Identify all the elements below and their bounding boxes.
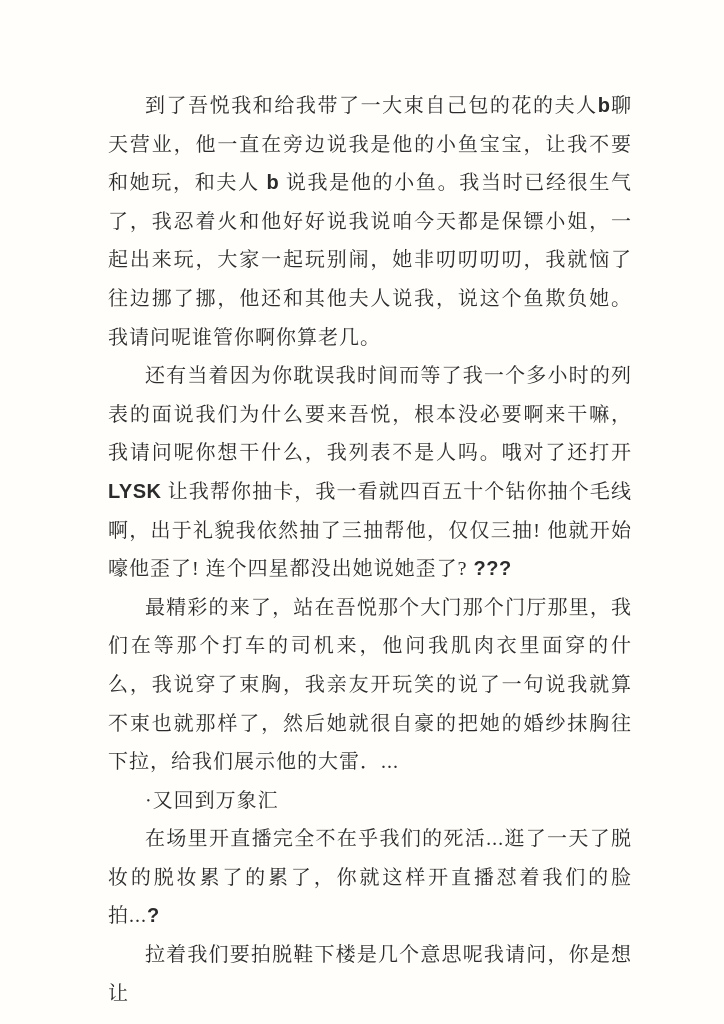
paragraph: [108, 357, 632, 589]
text-run: 拉着我们要拍脱鞋下楼是几个意思呢我请问，你是想让: [108, 944, 632, 1005]
latin-text-run: b: [597, 95, 611, 117]
text-run: 聊天营业，他一直在旁边说我是他的小鱼宝宝，让我不要和她玩，和夫人: [108, 95, 633, 195]
text-run: 还有当着因为你耽误我时间而等了我一个多小时的列表的面说我们为什么要来吾悦，根本没必要啊来干嘛，我请问呢你想干什么，我列表不是人吗。哦对了还打开: [108, 365, 632, 465]
paragraph: [108, 87, 632, 357]
latin-text-run: ???: [473, 558, 512, 581]
text-run: 让我帮你抽卡，我一看就四百五十个钻你抽个毛线啊，出于礼貌我依然抽了三抽帮他，仅仅三抽! 他就开始嚎他歪了! 连个四星都没出她说她歪了?: [108, 480, 632, 581]
text-run: 说我是他的小鱼。我当时已经很生气了，我忍着火和他好好说我说咱今天都是保镖小姐，一起出来玩，大家一起玩别闹，她非叨叨叨叨，我就恼了往边挪了挪，他还和其他夫人说我，说这个鱼欺负她。我请问呢谁管你啊你算老几。: [108, 172, 633, 349]
text-run: 在场里开直播完全不在乎我们的死活...逛了一天了脱妆的脱妆累了的累了，你就这样开直播怼着我们的脸拍...: [108, 828, 632, 928]
latin-text-run: LYSK: [108, 480, 162, 503]
text-block: [108, 87, 632, 1013]
text-run: ·又回到万象汇: [145, 789, 279, 812]
text-run: 到了吾悦我和给我带了一大束自己包的花的夫人: [145, 95, 598, 117]
latin-text-run: b: [266, 172, 280, 195]
paragraph: [108, 782, 632, 821]
latin-text-run: ?: [147, 905, 160, 928]
paragraph: [108, 936, 632, 1013]
paragraph: [108, 589, 632, 782]
paragraph: [108, 820, 632, 936]
text-run: 最精彩的来了，站在吾悦那个大门那个门厅那里，我们在等那个打车的司机来，他问我肌肉衣里面穿的什么，我说穿了束胸，我亲友开玩笑的说了一句说我就算不束也就那样了，然后她就很自豪的把她的婚纱抹胸往下拉，给我们展示他的大雷．...: [108, 596, 632, 774]
